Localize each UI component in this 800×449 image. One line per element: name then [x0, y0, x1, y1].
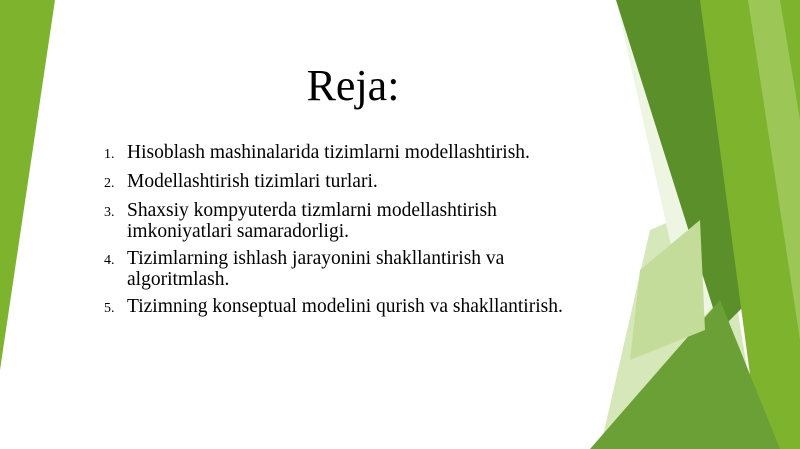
- item-number: 4.: [104, 253, 115, 268]
- list-item: [104, 200, 604, 242]
- list-item: [104, 296, 604, 319]
- slide-title: Reja:: [306, 61, 400, 110]
- agenda-list: [104, 142, 604, 325]
- list-item: [104, 248, 604, 290]
- item-text: Tizimlarning ishlash jarayonini shakllantirish va algoritmlash.: [127, 248, 505, 290]
- item-number: 2.: [104, 176, 115, 191]
- item-text: Modellashtirish tizimlari turlari.: [127, 171, 378, 192]
- left-green-shape: [0, 0, 55, 370]
- item-text: Hisoblash mashinalarida tizimlarni modellashtirish.: [127, 142, 530, 163]
- item-number: 3.: [104, 205, 115, 220]
- item-text: Shaxsiy kompyuterda tizmlarni modellashtirish imkoniyatlari samaradorligi.: [127, 200, 497, 242]
- item-number: 5.: [104, 301, 115, 316]
- item-text: Tizimning konseptual modelini qurish va shakllantirish.: [127, 296, 563, 317]
- list-item: [104, 171, 604, 194]
- item-number: 1.: [104, 147, 115, 162]
- list-item: [104, 142, 604, 165]
